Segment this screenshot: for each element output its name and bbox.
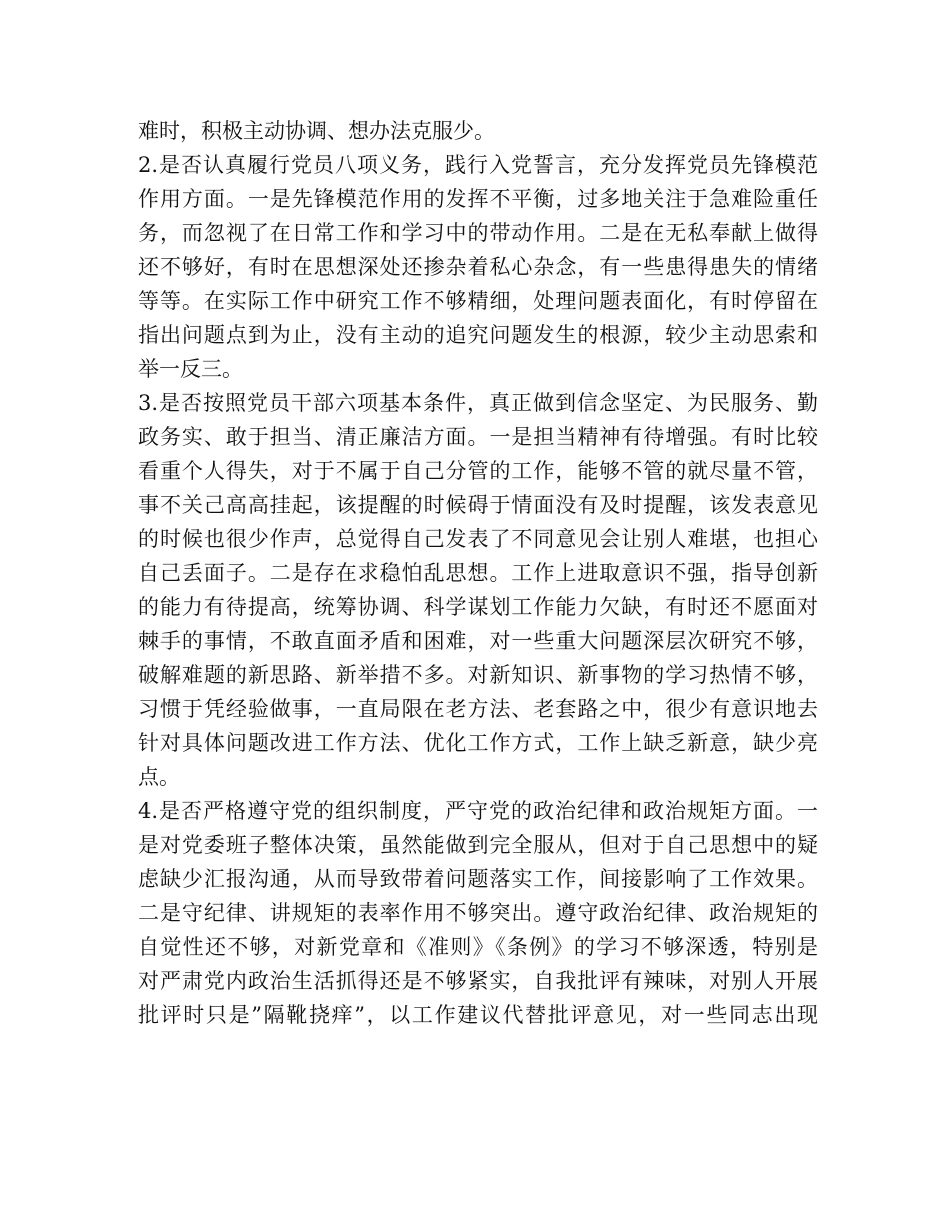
text-line: 针对具体问题改进工作方法、优化工作方式，工作上缺乏新意，缺少亮 xyxy=(138,731,818,755)
text-line: 对严肃党内政治生活抓得还是不够紧实，自我批评有辣味，对别人开展 xyxy=(138,969,818,993)
text-line: 难时，积极主动协调、想办法克服少。 xyxy=(138,119,495,143)
text-line: 等等。在实际工作中研究工作不够精细，处理问题表面化，有时停留在 xyxy=(138,289,818,313)
text-line: 举一反三。 xyxy=(138,357,243,381)
document-body xyxy=(138,114,818,1032)
text-line: 习惯于凭经验做事，一直局限在老方法、老套路之中，很少有意识地去 xyxy=(138,697,818,721)
text-line: 棘手的事情，不敢直面矛盾和困难，对一些重大问题深层次研究不够， xyxy=(138,629,818,653)
text-line: 的能力有待提高，统筹协调、科学谋划工作能力欠缺，有时还不愿面对 xyxy=(138,595,818,619)
text-line: 2.是否认真履行党员八项义务，践行入党誓言，充分发挥党员先锋模范 xyxy=(138,153,818,177)
text-line: 自觉性还不够，对新党章和《准则》《条例》的学习不够深透，特别是 xyxy=(138,935,818,959)
text-line: 事不关己高高挂起，该提醒的时候碍于情面没有及时提醒，该发表意见 xyxy=(138,493,818,517)
text-line: 4.是否严格遵守党的组织制度，严守党的政治纪律和政治规矩方面。一 xyxy=(138,799,818,823)
text-line: 自己丢面子。二是存在求稳怕乱思想。工作上进取意识不强，指导创新 xyxy=(138,561,818,585)
text-line: 作用方面。一是先锋模范作用的发挥不平衡，过多地关注于急难险重任 xyxy=(138,187,818,211)
text-line: 3.是否按照党员干部六项基本条件，真正做到信念坚定、为民服务、勤 xyxy=(138,391,818,415)
text-line: 批评时只是”隔靴挠痒”，以工作建议代替批评意见，对一些同志出现 xyxy=(138,1003,818,1027)
text-line: 还不够好，有时在思想深处还掺杂着私心杂念，有一些患得患失的情绪 xyxy=(138,255,818,279)
text-line: 是对党委班子整体决策，虽然能做到完全服从，但对于自己思想中的疑 xyxy=(138,833,818,857)
text-line: 务，而忽视了在日常工作和学习中的带动作用。二是在无私奉献上做得 xyxy=(138,221,818,245)
text-line: 点。 xyxy=(138,765,180,789)
text-line: 的时候也很少作声，总觉得自己发表了不同意见会让别人难堪，也担心 xyxy=(138,527,818,551)
text-line: 指出问题点到为止，没有主动的追究问题发生的根源，较少主动思索和 xyxy=(138,323,818,347)
text-line: 看重个人得失，对于不属于自己分管的工作，能够不管的就尽量不管， xyxy=(138,459,818,483)
text-line: 虑缺少汇报沟通，从而导致带着问题落实工作，间接影响了工作效果。 xyxy=(138,867,818,891)
text-line: 政务实、敢于担当、清正廉洁方面。一是担当精神有待增强。有时比较 xyxy=(138,425,818,449)
text-line: 二是守纪律、讲规矩的表率作用不够突出。遵守政治纪律、政治规矩的 xyxy=(138,901,818,925)
text-line: 破解难题的新思路、新举措不多。对新知识、新事物的学习热情不够， xyxy=(138,663,818,687)
